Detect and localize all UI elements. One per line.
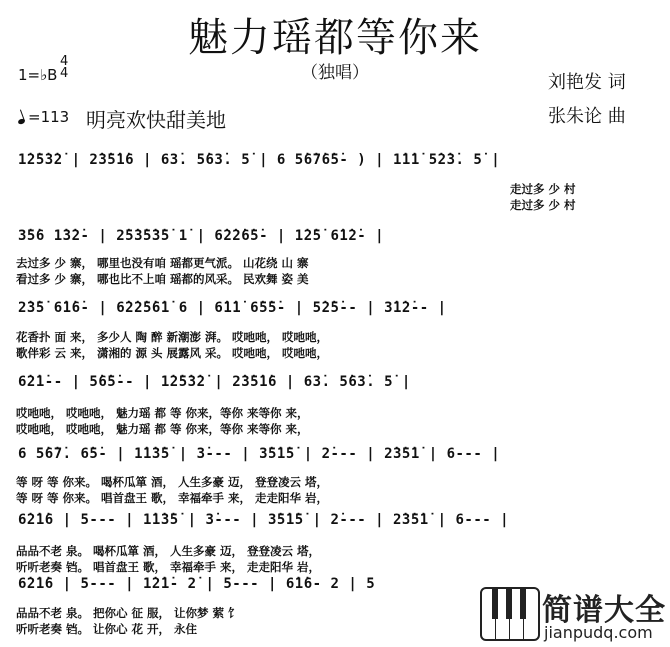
quarter-note-icon [17,118,25,125]
watermark-url: jianpudq.com [544,623,653,642]
watermark-logo [470,579,670,647]
watermark-title: 简谱大全 [542,593,666,628]
piano-icon [480,587,540,641]
meter-top: 4 [60,54,69,69]
key-signature: 1=♭B [18,66,58,84]
score-line-3-lyrics-verse-1: 花香扑 面 来， 多少人 陶 醉 新潮澎 湃。 哎吔吔， 哎吔吔， [16,330,329,344]
score-line-3-lyrics-verse-2: 歌伴彩 云 来， 潇湘的 源 头 展露风 采。 哎吔吔， 哎吔吔， [16,346,329,360]
score-line-2-lyrics-verse-1: 去过多 少 寨， 哪里也没有咱 瑶都更气派。 山花绕 山 寨 [16,256,309,270]
song-title: 魅力瑶都等你来 [188,15,482,61]
score-line-5-lyrics-verse-1: 等 呀 等 你来。 喝杯瓜箪 酒， 人生多豪 迈， 登登凌云 塔， [16,475,329,489]
score-line-6-lyrics-verse-1: 品品不老 泉。 喝杯瓜箪 酒， 人生多豪 迈， 登登凌云 塔， [16,544,321,558]
time-signature [60,56,68,80]
lyricist-credit: 刘艳发 词 [548,72,626,93]
tempo-value: =113 [28,108,70,126]
meter-bottom: 4 [60,66,69,81]
score-line-4-lyrics-verse-2: 哎吔吔， 哎吔吔， 魅力瑶 都 等 你来，等你 来等你 来， [16,422,309,436]
score-line-7-notes: 6̇2̇1̇6 | 5--- | 1̇2̇1̇- 2̇ | 5--- | 6̇1̇6- 2 | 5 [18,576,376,592]
score-line-6-lyrics-verse-2: 听听老奏 铛。 唱首盘王 歌， 幸福牵手 来， 走走阳华 岩， [16,560,321,574]
score-line-1-lyrics-verse-2: 走过多 少 村 [510,198,576,212]
composer-credit: 张朱论 曲 [548,106,626,127]
expression-marking: 明亮欢快甜美地 [86,108,226,132]
score-line-7-lyrics-verse-1: 品品不老 泉。 把你心 征 服， 让你梦 萦 饣 [16,606,240,620]
song-subtitle: （独唱） [301,63,369,83]
score-line-2-notes: 3̇5̇6 1̇3̇2̇- | 2̇5̇3̇5̇3̇5̇ 1̇ | 6̇2̇2̇6̇5̇- | 1̇2̇5̇ 6̇1̇2̇- | [18,228,385,244]
tempo-marking [18,108,69,126]
score-line-5-lyrics-verse-2: 等 呀 等 你来。 唱首盘王 歌， 幸福牵手 来， 走走阳华 岩， [16,491,329,505]
score-line-1-lyrics-verse-1: 走过多 少 村 [510,182,576,196]
score-line-7-lyrics-verse-2: 听听老奏 铛。 让你心 花 开， 永住 [16,622,198,636]
score-line-5-notes: 6 5̇6̇7̇. 6̇5̇- | 1̇1̇3̇5̇ | 3̇--- | 3̇5̇1̇5̇ | 2̇--- | 2̇3̇5̇1̇ | 6--- | [18,446,501,462]
score-line-3-notes: 2̇3̇5̇ 6̇1̇6̇- | 6̇2̇2̇5̇6̇1̇ 6 | 6̇1̇1̇ 6̇5̇5̇- | 5̇2̇5̇-- | 3̇1̇2̇-- | [18,300,447,316]
score-line-4-notes: 6̇2̇1̇-- | 5̇6̇5̇-- | 1̇2̇5̇3̇2̇ | 2̇3̇5̇1̇6 | 63̇. 5̇63̇. 5̇ | [18,374,411,390]
score-line-1-notes: 1̇2̇5̇3̇2̇ | 2̇3̇5̇1̇6 | 63̇. 5̇63̇. 5̇ | 6 5̇6̇7̇6̇5̇- ) | 1̇1̇1̇ 5̇2̇3̇. 5̇ | [18,152,501,168]
score-line-6-notes: 6̇2̇1̇6 | 5--- | 1̇1̇3̇5̇ | 3̇--- | 3̇5̇1̇5̇ | 2̇--- | 2̇3̇5̇1̇ | 6--- | [18,512,510,528]
score-line-4-lyrics-verse-1: 哎吔吔， 哎吔吔， 魅力瑶 都 等 你来，等你 来等你 来， [16,406,309,420]
score-line-2-lyrics-verse-2: 看过多 少 寨， 哪也比不上咱 瑶都的风采。 民欢舞 姿 美 [16,272,309,286]
